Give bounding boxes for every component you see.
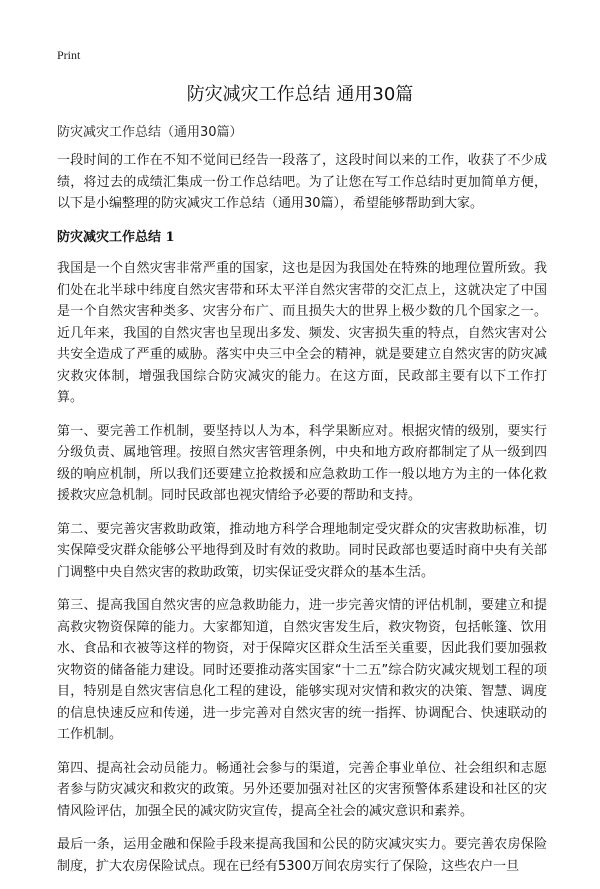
document-subtitle: 防灾减灾工作总结（通用30篇）	[57, 125, 243, 140]
intro-paragraph: 一段时间的工作在不知不觉间已经告一段落了，这段时间以来的工作，收获了不少成绩，将过去的成绩汇集成一份工作总结吧。为了让您在写工作总结时更加简单方便，以下是小编整理的防灾减灾工作总结（通用30篇），希望能够帮助到大家。	[57, 153, 547, 211]
document-body	[57, 150, 547, 889]
document-title: 防灾减灾工作总结 通用30篇	[186, 84, 414, 105]
body-paragraph: 第三、提高我国自然灾害的应急救助能力，进一步完善灾情的评估机制，要建立和提高救灾物资保障的能力。大家都知道，自然灾害发生后，救灾物资，包括帐篷、饮用水、食品和衣被等这样的物资，对于保障灾区群众生活至关重要，因此我们要加强救灾物资的储备能力建设。同时还要推动落实国家“十二五”综合防灾减灾规划工程的项目，特别是自然灾害信息化工程的建设，能够实现对灾情和救灾的决策、智慧、调度的信息快速反应和传递，进一步完善对自然灾害的统一指挥、协调配合、快速联动的工作机制。	[57, 598, 547, 742]
section-heading: 防灾减灾工作总结 1	[57, 229, 175, 245]
body-paragraph: 最后一条，运用金融和保险手段来提高我国和公民的防灾减灾实力。要完善农房保险制度，扩大农房保险试点。现在已经有5300万间农房实行了保险，这些农户一旦	[57, 837, 547, 874]
body-paragraph: 第二、要完善灾害救助政策，推动地方科学合理地制定受灾群众的灾害救助标准，切实保障受灾群众能够公平地得到及时有效的救助。同时民政部也要适时商中央有关部门调整中央自然灾害的救助政策，切实保证受灾群众的基本生活。	[57, 521, 547, 580]
body-paragraph: 第一、要完善工作机制，要坚持以人为本，科学果断应对。根据灾情的级别，要实行分级负责、属地管理。按照自然灾害管理条例，中央和地方政府都制定了从一级到四级的响应机制，所以我们还要建立抢救援和应急救助工作一般以地方为主的一体化救援救灾应急机制。同时民政部也视灾情给予必要的帮助和支持。	[57, 423, 547, 503]
body-paragraph: 我国是一个自然灾害非常严重的国家，这也是因为我国处在特殊的地理位置所致。我们处在北半球中纬度自然灾害带和环太平洋自然灾害带的交汇点上，这就决定了中国是一个自然灾害种类多、灾害分布广、而且损失大的世界上极少数的几个国家之一。近几年来，我国的自然灾害也呈现出多发、频发、灾害损失重的特点，自然灾害对公共安全造成了严重的威胁。落实中央三中全会的精神，就是要建立自然灾害的防灾减灾救灾体制，增强我国综合防灾减灾的能力。在这方面，民政部主要有以下工作打算。	[57, 261, 547, 405]
body-paragraph: 第四、提高社会动员能力。畅通社会参与的渠道，完善企事业单位、社会组织和志愿者参与防灾减灾和救灾的政策。另外还要加强对社区的灾害预警体系建设和社区的灾情风险评估，加强全民的减灾防灾宣传，提高全社会的减灾意识和素养。	[57, 760, 547, 819]
print-label[interactable]: Print	[57, 48, 81, 62]
